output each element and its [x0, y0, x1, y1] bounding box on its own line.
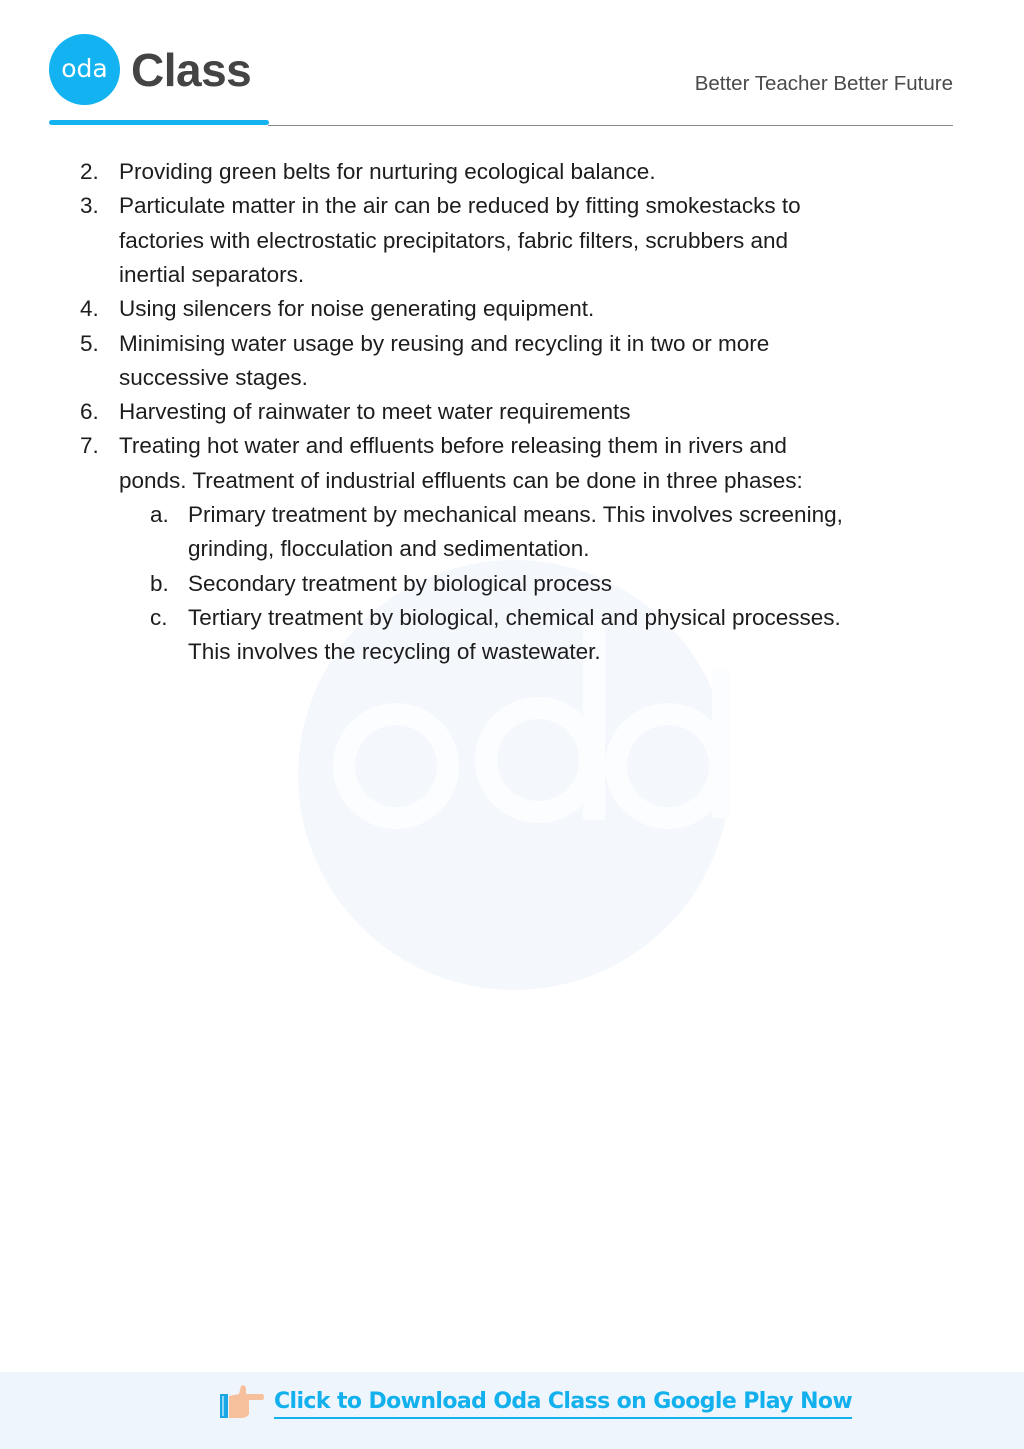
tagline: Better Teacher Better Future — [694, 72, 953, 95]
pointing-hand-icon — [219, 1384, 265, 1420]
list-text: inertial separators. — [119, 261, 305, 287]
list-text: successive stages. — [119, 364, 308, 390]
sub-list-text: Tertiary treatment by biological, chemical and physical processes. — [188, 604, 841, 630]
sub-list-marker: a. — [150, 502, 169, 527]
footer-banner — [0, 1372, 1024, 1449]
list-marker: 4. — [80, 296, 99, 322]
sub-list-text: Primary treatment by mechanical means. This involves screening, — [188, 502, 843, 527]
logo-text: oda — [61, 54, 108, 83]
list-text: Treating hot water and effluents before releasing them in rivers and — [119, 433, 787, 459]
sub-list-text: This involves the recycling of wastewater. — [188, 639, 601, 665]
sub-list-marker: c. — [150, 604, 168, 630]
list-text: Harvesting of rainwater to meet water requirements — [119, 399, 631, 425]
list-text: Minimising water usage by reusing and recycling it in two or more — [119, 330, 770, 356]
list-marker: 5. — [80, 330, 99, 356]
oda-logo — [49, 34, 120, 105]
header-accent-divider — [49, 120, 269, 125]
sub-list-text: grinding, flocculation and sedimentation. — [188, 536, 590, 562]
brand-name: Class — [131, 44, 252, 96]
sub-list-marker: b. — [150, 570, 169, 596]
list-marker: 2. — [80, 159, 99, 184]
list-text: factories with electrostatic precipitators, fabric filters, scrubbers and — [119, 227, 789, 253]
list-text: Using silencers for noise generating equipment. — [119, 296, 595, 322]
list-text: ponds. Treatment of industrial effluents can be done in three phases: — [119, 467, 803, 493]
list-text: Particulate matter in the air can be reduced by fitting smokestacks to — [119, 193, 801, 219]
list-marker: 6. — [80, 399, 99, 425]
header-divider — [268, 125, 953, 126]
sub-list-text: Secondary treatment by biological process — [188, 570, 612, 596]
list-marker: 7. — [80, 433, 99, 459]
list-text: Providing green belts for nurturing ecological balance. — [119, 159, 656, 184]
list-marker: 3. — [80, 193, 99, 219]
download-app-link[interactable]: Click to Download Oda Class on Google Play Now — [274, 1389, 852, 1419]
